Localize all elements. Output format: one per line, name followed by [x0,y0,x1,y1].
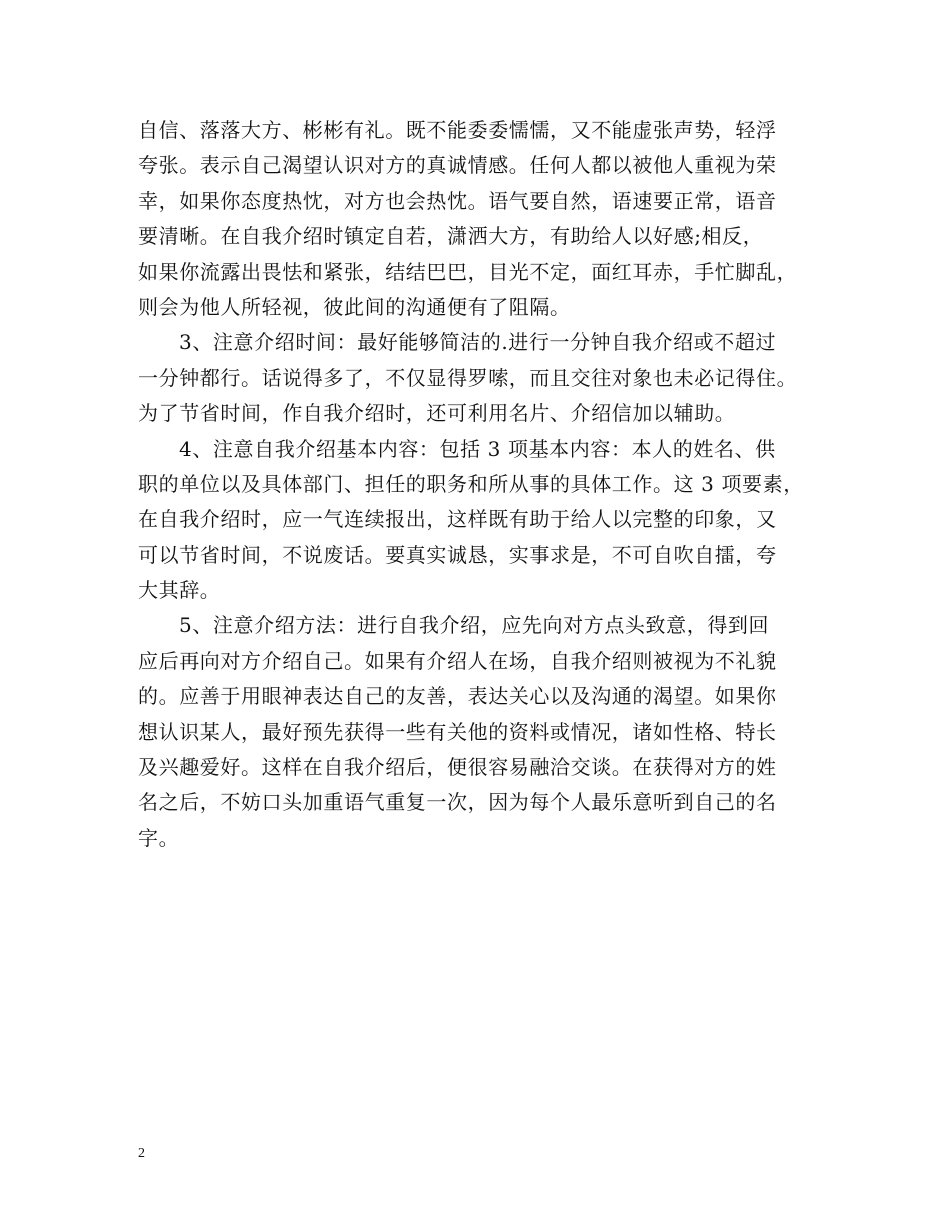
text-line: 夸张。表示自己渴望认识对方的真诚情感。任何人都以被他人重视为荣 [138,153,777,178]
text-line: 及兴趣爱好。这样在自我介绍后，便很容易融洽交谈。在获得对方的姓 [138,755,777,780]
paragraph-item-4 [138,432,818,609]
text-line: 为了节省时间，作自我介绍时，还可利用名片、介绍信加以辅助。 [138,401,736,426]
paragraph-item-5 [138,608,818,856]
paragraph-item-3 [138,325,818,431]
text-line: 如果你流露出畏怯和紧张，结结巴巴，目光不定，面红耳赤，手忙脚乱， [138,259,798,284]
text-line: 要清晰。在自我介绍时镇定自若，潇洒大方，有助给人以好感;相反， [138,224,764,249]
page-body [138,113,818,856]
text-line: 5、注意介绍方法：进行自我介绍，应先向对方点头致意，得到回 [179,613,770,638]
text-line: 自信、落落大方、彬彬有礼。既不能委委懦懦，又不能虚张声势，轻浮 [138,118,777,142]
text-line: 字。 [138,825,180,850]
paragraph-continuation [138,113,818,325]
text-line: 大其辞。 [138,578,221,603]
text-line: 可以节省时间，不说废话。要真实诚恳，实事求是，不可自吹自擂，夸 [138,542,777,567]
text-line: 职的单位以及具体部门、担任的职务和所从事的具体工作。这 3 项要素， [138,471,804,496]
text-line: 4、注意自我介绍基本内容：包括 3 项基本内容：本人的姓名、供 [179,436,776,461]
text-line: 应后再向对方介绍自己。如果有介绍人在场，自我介绍则被视为不礼貌 [138,648,777,673]
text-line: 则会为他人所轻视，彼此间的沟通便有了阻隔。 [138,294,571,319]
text-line: 想认识某人，最好预先获得一些有关他的资料或情况，诸如性格、特长 [138,719,777,744]
page-number: 2 [138,1146,145,1161]
text-line: 3、注意介绍时间：最好能够简洁的.进行一分钟自我介绍或不超过 [179,330,777,355]
text-line: 一分钟都行。话说得多了，不仅显得罗嗦，而且交往对象也未必记得住。 [138,365,798,390]
text-line: 在自我介绍时，应一气连续报出，这样既有助于给人以完整的印象，又 [138,507,777,532]
text-line: 的。应善于用眼神表达自己的友善，表达关心以及沟通的渴望。如果你 [138,684,777,709]
text-line: 名之后，不妨口头加重语气重复一次，因为每个人最乐意听到自己的名 [138,790,777,815]
text-line: 幸，如果你态度热忱，对方也会热忱。语气要自然，语速要正常，语音 [138,188,777,213]
